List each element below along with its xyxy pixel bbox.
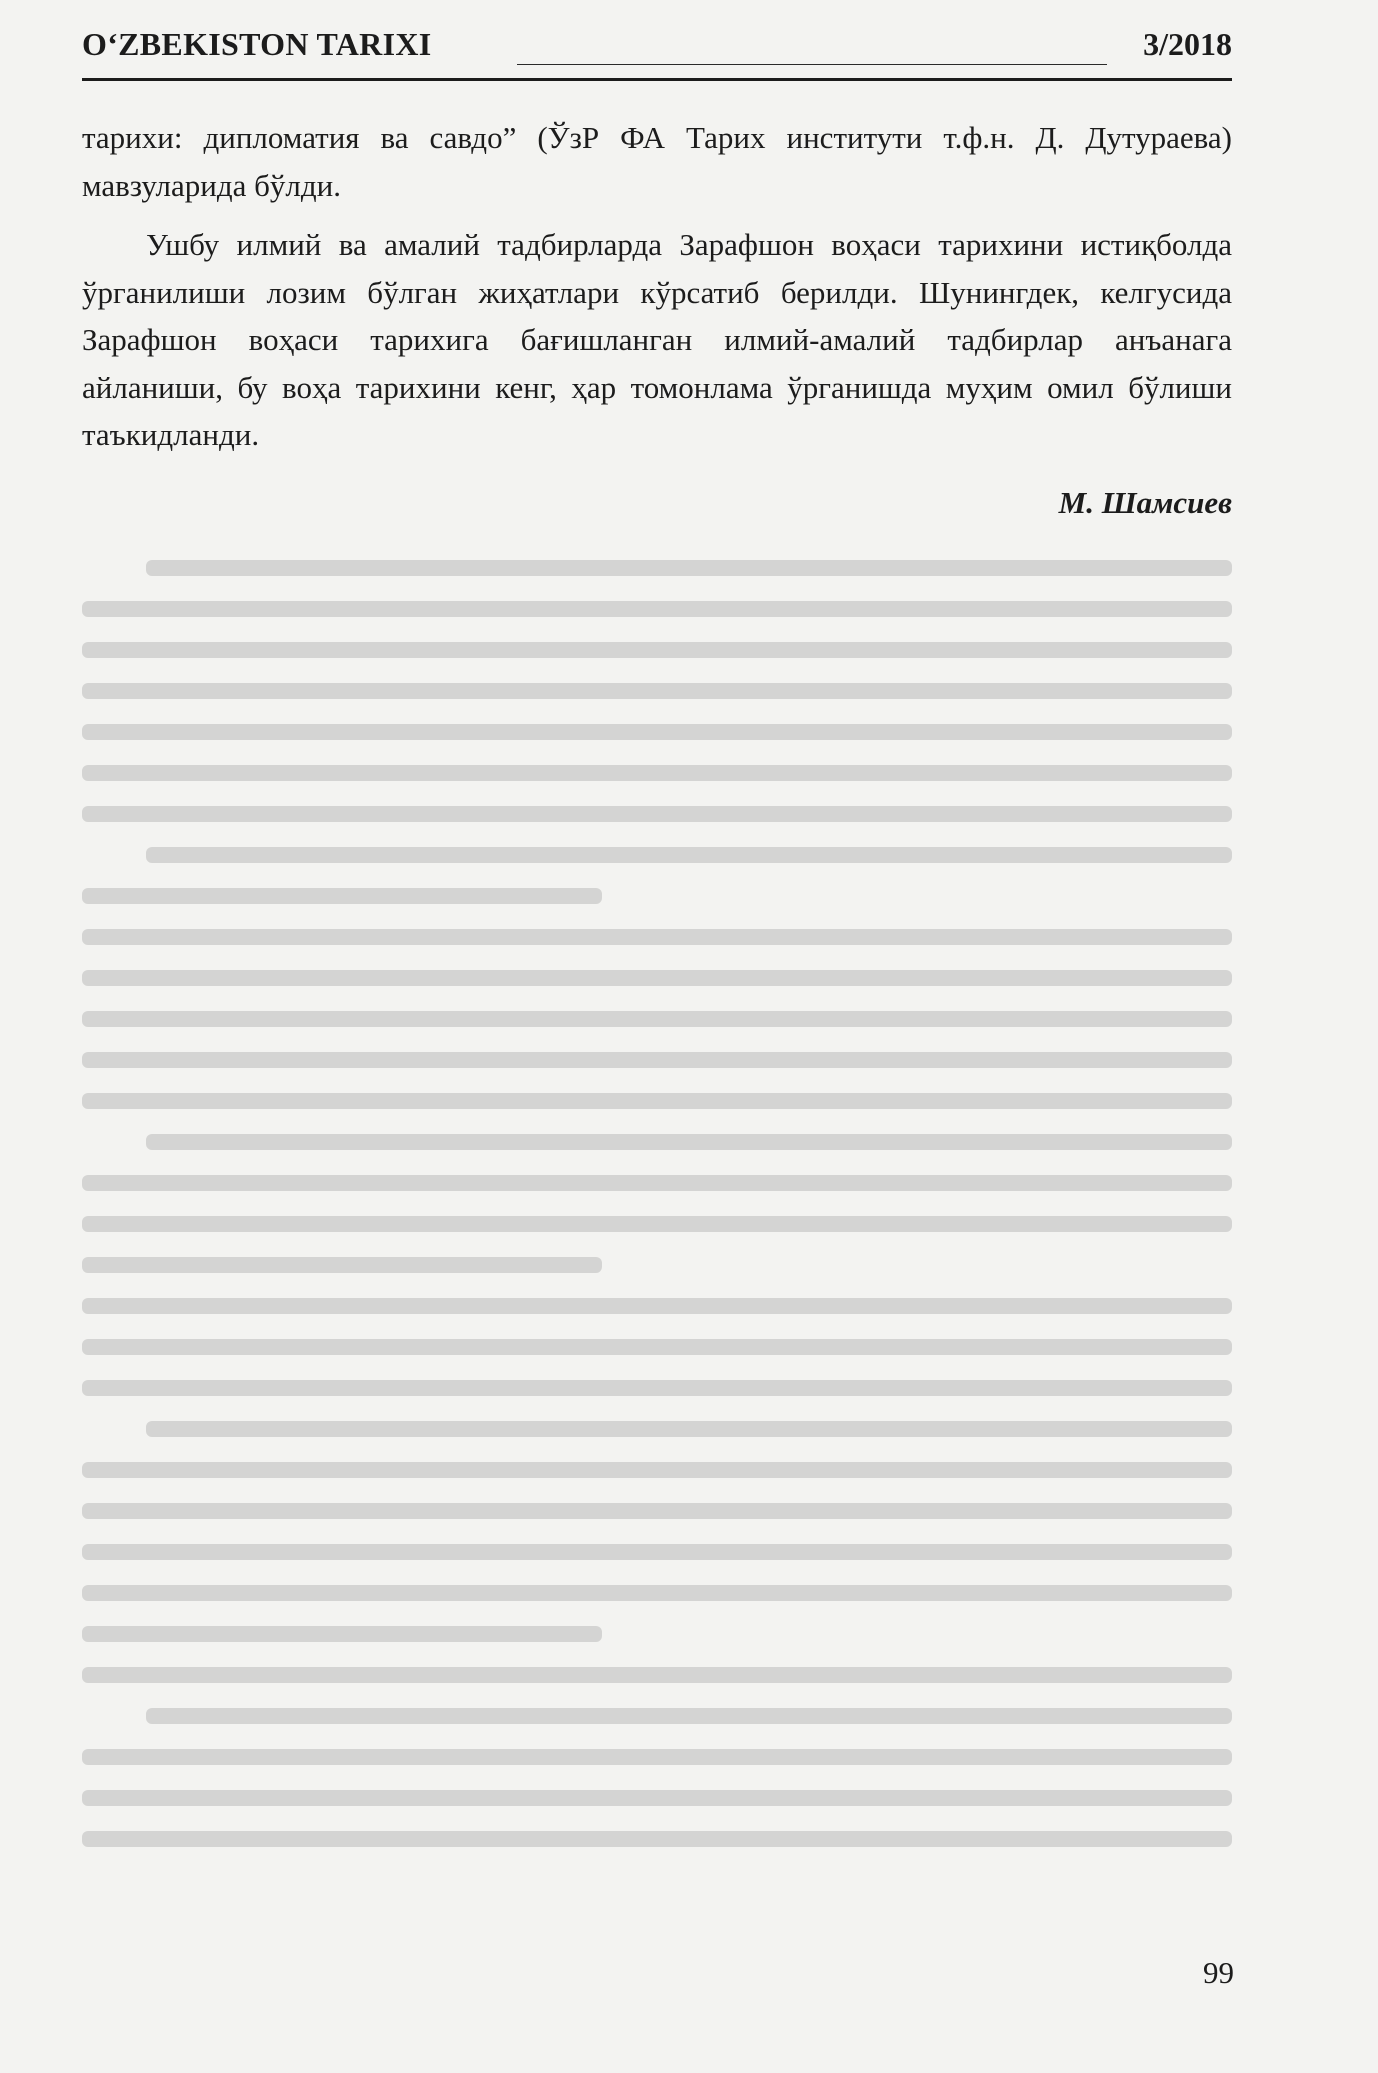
header-rule-thick	[82, 78, 1232, 81]
show-through-line	[82, 1503, 1232, 1519]
show-through-line	[82, 1339, 1232, 1355]
show-through-line	[82, 1462, 1232, 1478]
show-through-line	[82, 1216, 1232, 1232]
paragraph-1: тарихи: дипломатия ва савдо” (ЎзР ФА Тарих институти т.ф.н. Д. Дутураева) мавзуларида бўлди.	[82, 120, 1232, 203]
paragraph-2: Ушбу илмий ва амалий тадбирларда Зарафшон воҳаси тарихини истиқболда ўрганилиши лозим бўлган жиҳатлари кўрсатиб берилди. Шунингдек, келгусида Зарафшон воҳаси тарихига бағишланган илмий-амалий тадбирлар анъанага айланиши, бу воҳа тарихини кенг, ҳар томонлама ўрганишда муҳим омил бўлиши таъкидланди.	[82, 227, 1232, 452]
page-number: 99	[1203, 1955, 1234, 1990]
journal-title: O‘ZBEKISTON TARIXI	[82, 26, 432, 62]
show-through-line	[82, 1749, 1232, 1765]
show-through-text	[82, 560, 1232, 1880]
show-through-line	[82, 642, 1232, 658]
show-through-line	[82, 929, 1232, 945]
show-through-line	[82, 765, 1232, 781]
article-body	[82, 114, 1232, 471]
show-through-line	[146, 847, 1232, 863]
show-through-line	[146, 560, 1232, 576]
show-through-line	[82, 1667, 1232, 1683]
issue-number: 3/2018	[1143, 26, 1232, 62]
show-through-line	[82, 1011, 1232, 1027]
show-through-line	[82, 1831, 1232, 1847]
header-rule-thin	[517, 64, 1107, 65]
show-through-line	[82, 1052, 1232, 1068]
show-through-line	[82, 1585, 1232, 1601]
show-through-line	[82, 724, 1232, 740]
show-through-line	[82, 1380, 1232, 1396]
page-header	[82, 26, 1232, 76]
show-through-line	[82, 683, 1232, 699]
show-through-line	[146, 1134, 1232, 1150]
show-through-line	[82, 806, 1232, 822]
show-through-line	[82, 1298, 1232, 1314]
show-through-line	[82, 888, 602, 904]
show-through-line	[146, 1421, 1232, 1437]
show-through-line	[146, 1708, 1232, 1724]
show-through-line	[82, 1257, 602, 1273]
show-through-line	[82, 1790, 1232, 1806]
author-signature: М. Шамсиев	[1058, 485, 1232, 520]
show-through-line	[82, 601, 1232, 617]
show-through-line	[82, 1175, 1232, 1191]
show-through-line	[82, 1544, 1232, 1560]
show-through-line	[82, 1626, 602, 1642]
show-through-line	[82, 970, 1232, 986]
show-through-line	[82, 1093, 1232, 1109]
